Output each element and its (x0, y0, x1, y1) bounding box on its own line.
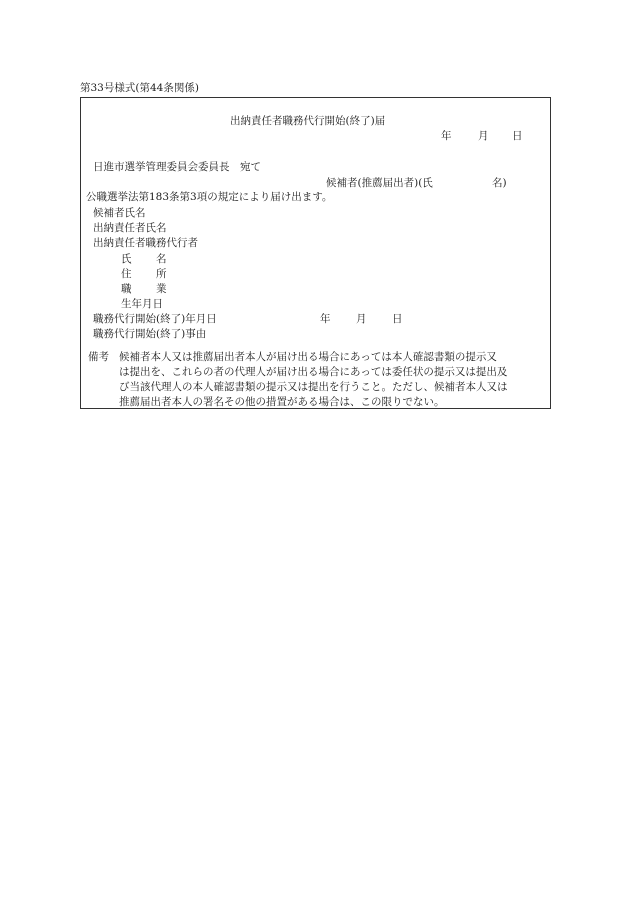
field-treasurer-name: 出納責任者氏名 (93, 222, 167, 234)
field-start-end-year: 年 (320, 313, 331, 325)
remarks-label: 備考 (88, 351, 109, 363)
form-title: 出納責任者職務代行開始(終了)届 (230, 115, 386, 127)
field-deputy-address-2: 所 (156, 268, 167, 280)
field-deputy-name-2: 名 (156, 253, 167, 265)
field-deputy-occupation-2: 業 (156, 283, 167, 295)
field-candidate-name: 候補者氏名 (93, 207, 146, 219)
remarks-line: は提出を、これらの者の代理人が届け出る場合にあっては委任状の提示又は提出及 (119, 366, 508, 378)
field-deputy-name-1: 氏 (121, 253, 132, 265)
field-deputy-address-1: 住 (121, 268, 132, 280)
field-start-end-day: 日 (392, 313, 403, 325)
submitter-name-suffix: 名) (492, 177, 507, 189)
date-day-label: 日 (512, 130, 523, 142)
statement: 公職選挙法第183条第3項の規定により届け出ます。 (86, 191, 333, 203)
field-deputy: 出納責任者職務代行者 (93, 237, 198, 249)
remarks-line: 候補者本人又は推薦届出者本人が届け出る場合にあっては本人確認書類の提示又 (119, 351, 497, 363)
field-reason: 職務代行開始(終了)事由 (93, 328, 207, 340)
remarks-line: 推薦届出者本人の署名その他の措置がある場合は、この限りでない。 (119, 396, 445, 408)
field-start-end-date: 職務代行開始(終了)年月日 (93, 313, 217, 325)
form-number: 第33号様式(第44条関係) (80, 82, 199, 94)
field-start-end-month: 月 (356, 313, 367, 325)
date-year-label: 年 (441, 130, 452, 142)
submitter-label: 候補者(推薦届出者)(氏 (326, 177, 433, 189)
date-month-label: 月 (478, 130, 489, 142)
field-deputy-occupation-1: 職 (121, 283, 132, 295)
field-deputy-birthdate: 生年月日 (121, 298, 163, 310)
remarks-line: び当該代理人の本人確認書類の提示又は提出を行うこと。ただし、候補者本人又は (119, 381, 508, 393)
addressee: 日進市選挙管理委員会委員長 宛て (93, 161, 261, 173)
